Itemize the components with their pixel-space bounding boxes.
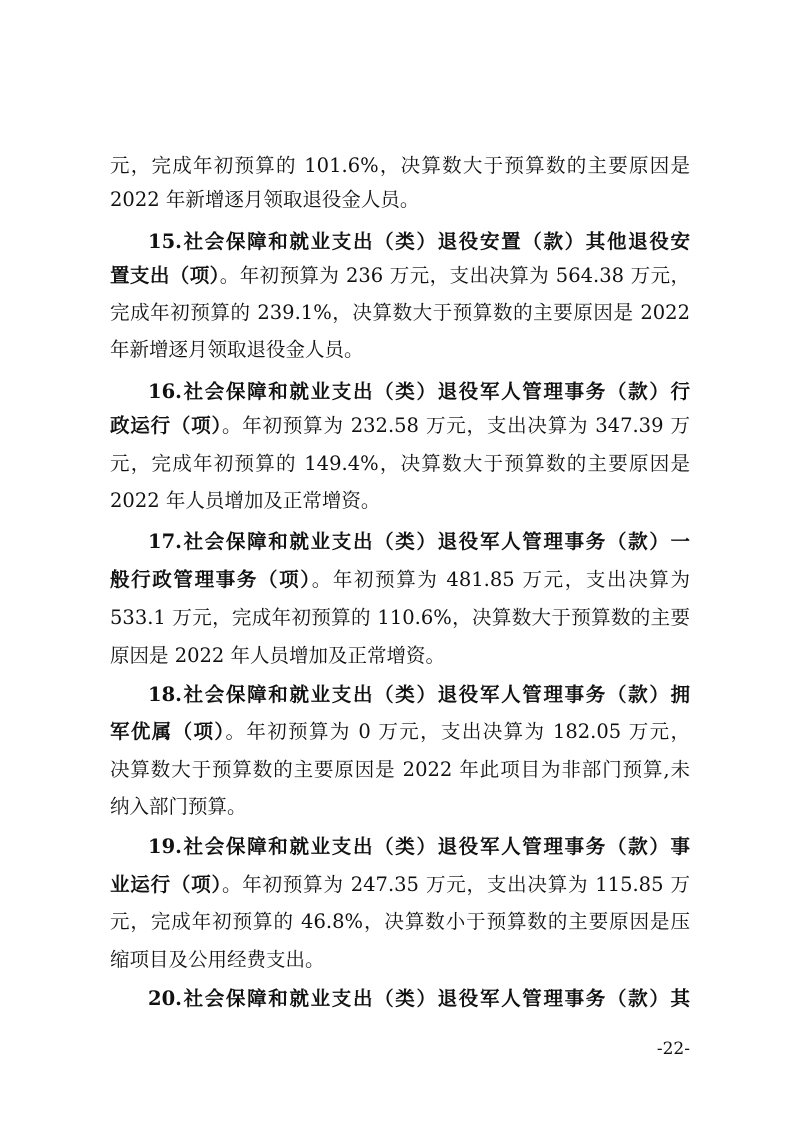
text-span: 。年初预算为 0 万元，支出决算为 182.05 万元， [225,720,690,743]
text-line [110,869,690,901]
text-line [110,716,690,748]
text-line [110,410,690,442]
item-heading-17-cont: 般行政管理事务（项） [110,568,312,591]
item-heading-17: 17.社会保障和就业支出（类）退役军人管理事务（款）一 [148,530,690,553]
item-heading-18: 18.社会保障和就业支出（类）退役军人管理事务（款）拥 [148,683,690,706]
text-line: 2022 年人员增加及正常增资。 [110,489,381,512]
item-heading-18-cont: 军优属（项） [110,720,226,743]
item-heading-15-cont: 置支出（项） [110,264,220,287]
item-heading-16: 16.社会保障和就业支出（类）退役军人管理事务（款）行 [148,380,690,403]
text-line: 原因是 2022 年人员增加及正常增资。 [110,644,446,667]
text-span: 。年初预算为 232.58 万元，支出决算为 347.39 万 [222,414,690,437]
text-span: 。年初预算为 481.85 万元，支出决算为 [311,568,690,591]
text-line [110,564,690,596]
text-line: 元，完成年初预算的 101.6%，决算数大于预算数的主要原因是 [110,154,690,177]
item-heading-16-cont: 政运行（项） [110,414,222,437]
text-line: 年新增逐月领取退役金人员。 [110,338,364,361]
text-line: 元，完成年初预算的 46.8%，决算数小于预算数的主要原因是压 [110,910,690,933]
text-line: 完成年初预算的 239.1%，决算数大于预算数的主要原因是 2022 [110,301,690,324]
text-line: 元，完成年初预算的 149.4%，决算数大于预算数的主要原因是 [110,452,690,475]
text-line: 533.1 万元，完成年初预算的 110.6%，决算数大于预算数的主要 [110,606,690,629]
page-number: -22- [656,1039,690,1059]
text-line [110,260,690,292]
text-span: 。年初预算为 236 万元，支出决算为 564.38 万元， [219,264,690,287]
text-line: 2022 年新增逐月领取退役金人员。 [110,188,420,211]
item-heading-20: 20.社会保障和就业支出（类）退役军人管理事务（款）其 [148,987,690,1010]
item-heading-19-cont: 业运行（项） [110,873,222,896]
item-heading-19: 19.社会保障和就业支出（类）退役军人管理事务（款）事 [148,835,690,858]
text-line: 决算数大于预算数的主要原因是 2022 年此项目为非部门预算,未 [110,758,690,781]
text-span: 。年初预算为 247.35 万元，支出决算为 115.85 万 [222,873,690,896]
item-heading-15: 15.社会保障和就业支出（类）退役安置（款）其他退役安 [148,230,690,253]
text-line: 纳入部门预算。 [110,795,247,818]
text-line: 缩项目及公用经费支出。 [110,948,325,971]
